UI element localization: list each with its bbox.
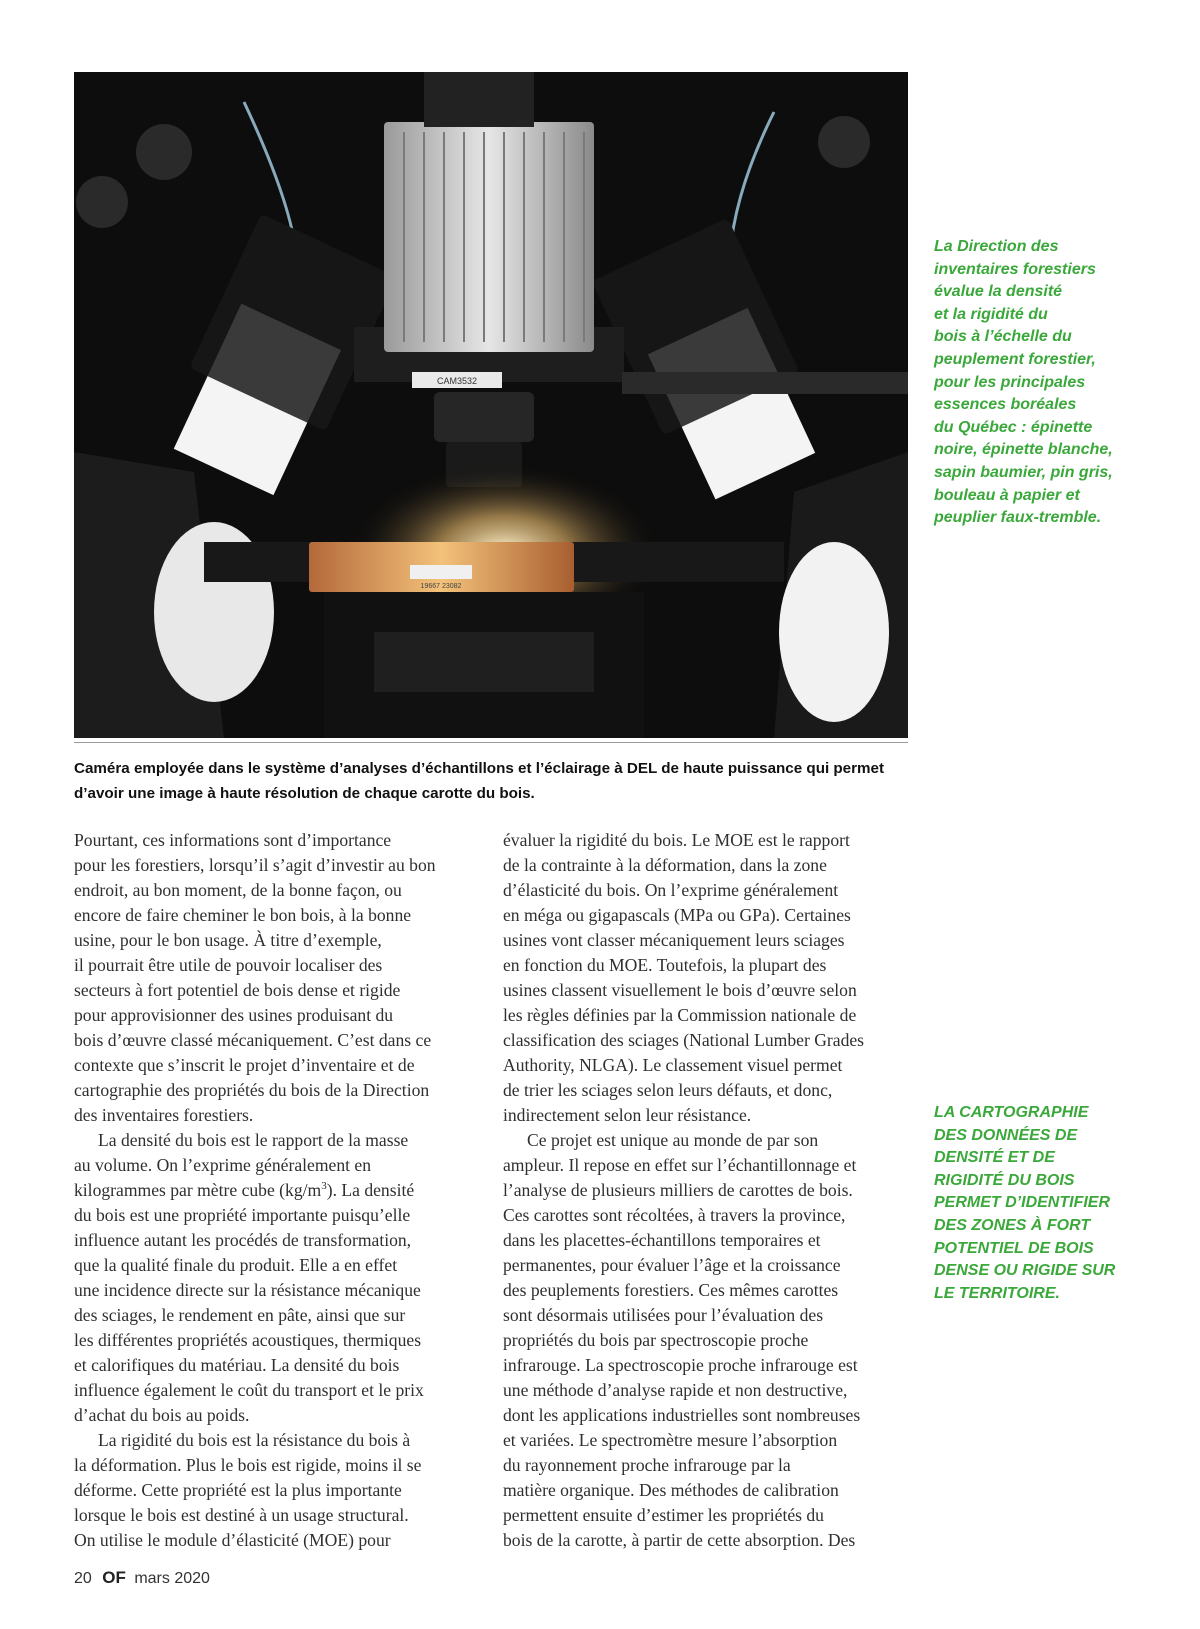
- text-line: contexte que s’inscrit le projet d’inventaire et de: [74, 1055, 415, 1075]
- sidebar-note-line: bouleau à papier et: [934, 486, 1080, 504]
- issue-date: mars 2020: [134, 1570, 210, 1587]
- text-line: pour les forestiers, lorsqu’il s’agit d’investir au bon: [74, 855, 436, 875]
- text-line: influence autant les procédés de transformation,: [74, 1230, 412, 1250]
- text-line: La rigidité du bois est la résistance du bois à: [98, 1430, 411, 1450]
- text-line: permettent ensuite d’estimer les propriétés du: [503, 1505, 824, 1525]
- text-line: déforme. Cette propriété est la plus importante: [74, 1480, 402, 1500]
- sidebar-note-line: noire, épinette blanche,: [934, 441, 1113, 459]
- text-line: La densité du bois est le rapport de la masse: [98, 1130, 409, 1150]
- paragraph: [503, 1128, 911, 1553]
- text-line: ampleur. Il repose en effet sur l’échantillonnage et: [503, 1155, 857, 1175]
- paragraph: [74, 1128, 472, 1428]
- text-line: en fonction du MOE. Toutefois, la plupart des: [503, 955, 827, 975]
- pull-quote-line: PERMET D’IDENTIFIER: [934, 1194, 1111, 1212]
- photo-divider: [74, 742, 908, 743]
- superscript: 3: [321, 1180, 327, 1193]
- text-line: des peuplements forestiers. Ces mêmes carottes: [503, 1280, 839, 1300]
- text-line: cartographie des propriétés du bois de la Direction: [74, 1080, 430, 1100]
- caption-line: Caméra employée dans le système d’analyses d’échantillons et l’éclairage à DEL de haute puissance qui permet: [74, 760, 885, 777]
- article-column-left: [74, 828, 472, 1553]
- text-line: que la qualité finale du produit. Elle a en effet: [74, 1255, 398, 1275]
- pull-quote-line: POTENTIEL DE BOIS: [934, 1239, 1094, 1257]
- pull-quote-line: DENSE OU RIGIDE SUR: [934, 1262, 1116, 1280]
- text-line: une méthode d’analyse rapide et non destructive,: [503, 1380, 848, 1400]
- text-line: la déformation. Plus le bois est rigide, moins il se: [74, 1455, 422, 1475]
- text-line: permanentes, pour évaluer l’âge et la croissance: [503, 1255, 841, 1275]
- text-line: l’analyse de plusieurs milliers de carottes de bois.: [503, 1180, 853, 1200]
- text-line: d’élasticité du bois. On l’exprime généralement: [503, 880, 839, 900]
- text-line: Pourtant, ces informations sont d’importance: [74, 830, 392, 850]
- text-line: Ce projet est unique au monde de par son: [527, 1130, 819, 1150]
- pull-quote-line: RIGIDITÉ DU BOIS: [934, 1171, 1075, 1189]
- text-line: bois de la carotte, à partir de cette absorption. Des: [503, 1530, 856, 1550]
- text-line: du rayonnement proche infrarouge par la: [503, 1455, 791, 1475]
- pull-quote-line: DES ZONES À FORT: [934, 1216, 1091, 1234]
- text-fragment: kilogrammes par mètre cube (kg/m: [74, 1180, 322, 1200]
- text-line: les différentes propriétés acoustiques, thermiques: [74, 1330, 422, 1350]
- text-line: bois d’œuvre classé mécaniquement. C’est dans ce: [74, 1030, 432, 1050]
- text-line: sont désormais utilisées pour l’évaluation des: [503, 1305, 824, 1325]
- text-line: usines vont classer mécaniquement leurs sciages: [503, 930, 845, 950]
- sidebar-note-line: évalue la densité: [934, 283, 1063, 301]
- sidebar-note-line: peuplement forestier,: [934, 350, 1096, 368]
- camera-rig-illustration: [74, 72, 908, 738]
- sidebar-note-line: pour les principales: [934, 373, 1086, 391]
- sample-barcode-text: 19667 23082: [420, 583, 462, 590]
- text-line: de la contrainte à la déformation, dans la zone: [503, 855, 827, 875]
- page-footer: [74, 1568, 210, 1588]
- camera-label: CAM3532: [436, 376, 478, 386]
- text-line: infrarouge. La spectroscopie proche infrarouge est: [503, 1355, 858, 1375]
- text-line: des inventaires forestiers.: [74, 1105, 254, 1125]
- text-line: On utilise le module d’élasticité (MOE) pour: [74, 1530, 391, 1550]
- sidebar-note-line: inventaires forestiers: [934, 260, 1096, 278]
- text-line: [74, 1178, 472, 1203]
- text-line: lorsque le bois est destiné à un usage structural.: [74, 1505, 409, 1525]
- pull-quote-line: LA CARTOGRAPHIE: [934, 1104, 1089, 1121]
- text-line: du bois est une propriété importante puisqu’elle: [74, 1205, 411, 1225]
- sidebar-note: [934, 236, 1134, 530]
- sidebar-note-line: sapin baumier, pin gris,: [934, 463, 1113, 481]
- text-line: matière organique. Des méthodes de calibration: [503, 1480, 839, 1500]
- article-column-right: [503, 828, 911, 1553]
- text-line: secteurs à fort potentiel de bois dense et rigide: [74, 980, 401, 1000]
- pull-quote-line: DENSITÉ ET DE: [934, 1149, 1055, 1167]
- text-line: endroit, au bon moment, de la bonne façon, ou: [74, 880, 402, 900]
- photo-caption: [74, 756, 908, 806]
- pull-quote-line: LE TERRITOIRE.: [934, 1284, 1060, 1302]
- sidebar-note-line: et la rigidité du: [934, 305, 1048, 323]
- text-line: évaluer la rigidité du bois. Le MOE est le rapport: [503, 830, 850, 850]
- sidebar-note-line: bois à l’échelle du: [934, 328, 1072, 346]
- text-line: Ces carottes sont récoltées, à travers la province,: [503, 1205, 846, 1225]
- text-line: des sciages, le rendement en pâte, ainsi que sur: [74, 1305, 406, 1325]
- text-line: usines classent visuellement le bois d’œuvre selon: [503, 980, 857, 1000]
- text-line: encore de faire cheminer le bon bois, à la bonne: [74, 905, 412, 925]
- sidebar-note-line: du Québec : épinette: [934, 418, 1093, 436]
- text-line: dans les placettes-échantillons temporaires et: [503, 1230, 821, 1250]
- camera-system-photo: [74, 72, 908, 738]
- text-line: d’achat du bois au poids.: [74, 1405, 250, 1425]
- text-line: au volume. On l’exprime généralement en: [74, 1155, 372, 1175]
- text-line: Authority, NLGA). Le classement visuel permet: [503, 1055, 843, 1075]
- sidebar-note-line: La Direction des: [934, 238, 1059, 255]
- text-fragment: ). La densité: [326, 1180, 415, 1200]
- text-line: dont les applications industrielles sont nombreuses: [503, 1405, 861, 1425]
- text-line: une incidence directe sur la résistance mécanique: [74, 1280, 421, 1300]
- text-line: propriétés du bois par spectroscopie proche: [503, 1330, 809, 1350]
- caption-line: d’avoir une image à haute résolution de chaque carotte du bois.: [74, 785, 535, 802]
- page-number: 20: [74, 1570, 92, 1587]
- paragraph: [503, 828, 911, 1128]
- text-line: de trier les sciages selon leurs défauts, et donc,: [503, 1080, 833, 1100]
- text-line: influence également le coût du transport et le prix: [74, 1380, 424, 1400]
- text-line: et calorifiques du matériau. La densité du bois: [74, 1355, 400, 1375]
- text-line: il pourrait être utile de pouvoir localiser des: [74, 955, 383, 975]
- text-line: pour approvisionner des usines produisant du: [74, 1005, 394, 1025]
- text-line: et variées. Le spectromètre mesure l’absorption: [503, 1430, 838, 1450]
- pull-quote: [934, 1102, 1134, 1305]
- text-line: indirectement selon leur résistance.: [503, 1105, 752, 1125]
- text-line: classification des sciages (National Lumber Grades: [503, 1030, 865, 1050]
- sidebar-note-line: essences boréales: [934, 396, 1077, 414]
- text-line: en méga ou gigapascals (MPa ou GPa). Certaines: [503, 905, 851, 925]
- text-line: les règles définies par la Commission nationale de: [503, 1005, 857, 1025]
- pull-quote-line: DES DONNÉES DE: [934, 1126, 1078, 1144]
- sidebar-note-line: peuplier faux-tremble.: [934, 509, 1102, 527]
- paragraph: [74, 1428, 472, 1553]
- paragraph: [74, 828, 472, 1128]
- magazine-logo: OF: [102, 1568, 126, 1587]
- text-line: usine, pour le bon usage. À titre d’exemple,: [74, 930, 382, 950]
